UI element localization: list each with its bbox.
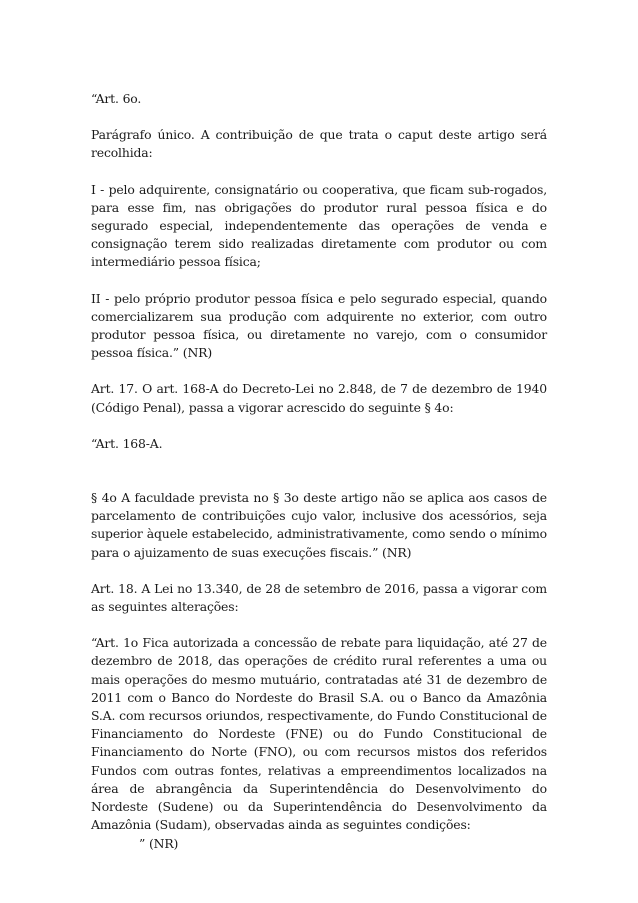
document-page xyxy=(91,90,547,871)
inciso-ii: II - pelo próprio produtor pessoa física e pelo segurado especial, quando comercializarem sua produção com adquirente no exterior, com outro produtor pessoa física, ou diretamente no varejo, com o consumidor pessoa física.” (NR) xyxy=(91,290,547,361)
closing-nr: ” (NR) xyxy=(139,835,179,851)
art-18: Art. 18. A Lei no 13.340, de 28 de setembro de 2016, passa a vigorar com as seguintes alterações: xyxy=(91,580,547,615)
art-168-a-heading: “Art. 168-A. xyxy=(91,435,163,451)
spacer xyxy=(91,471,547,489)
paragraph-4o: § 4o A faculdade prevista no § 3o deste artigo não se aplica aos casos de parcelamento de contribuições cujo valor, inclusive dos acessórios, seja superior àquele estabelecido, administrativamente, como sendo o mínimo para o ajuizamento de suas execuções fiscais.” (NR) xyxy=(91,490,547,560)
inciso-i: I - pelo adquirente, consignatário ou cooperativa, que ficam sub-rogados, para esse fim, nas obrigações do produtor rural pessoa física e do segurado especial, independentemente das operações de venda e consignação terem sido realizadas diretamente com produtor ou com intermediário pessoa física; xyxy=(91,181,547,270)
art-1o: “Art. 1o Fica autorizada a concessão de rebate para liquidação, até 27 de dezembro de 2018, das operações de crédito rural referentes a uma ou mais operações do mesmo mutuário, contratadas até 31 de dezembro de 2011 com o Banco do Nordeste do Brasil S.A. ou o Banco da Amazônia S.A. com recursos oriundos, respectivamente, do Fundo Constitucional de Financiamento do Nordeste (FNE) ou do Fundo Constitucional de Financiamento do Norte (FNO), ou com recursos mistos dos referidos Fundos com outras fontes, relativas a empreendimentos localizados na área de abrangência da Superintendência do Desenvolvimento do Nordeste (Sudene) ou da Superintendência do Desenvolvimento da Amazônia (Sudam), observadas ainda as seguintes condições: xyxy=(91,635,547,833)
art-17: Art. 17. O art. 168-A do Decreto-Lei no 2.848, de 7 de dezembro de 1940 (Código Penal), passa a vigorar acrescido do seguinte § 4o: xyxy=(91,381,547,415)
paragrafo-unico: Parágrafo único. A contribuição de que trata o caput deste artigo será recolhida: xyxy=(91,127,547,161)
art-6-heading: “Art. 6o. xyxy=(91,91,142,106)
